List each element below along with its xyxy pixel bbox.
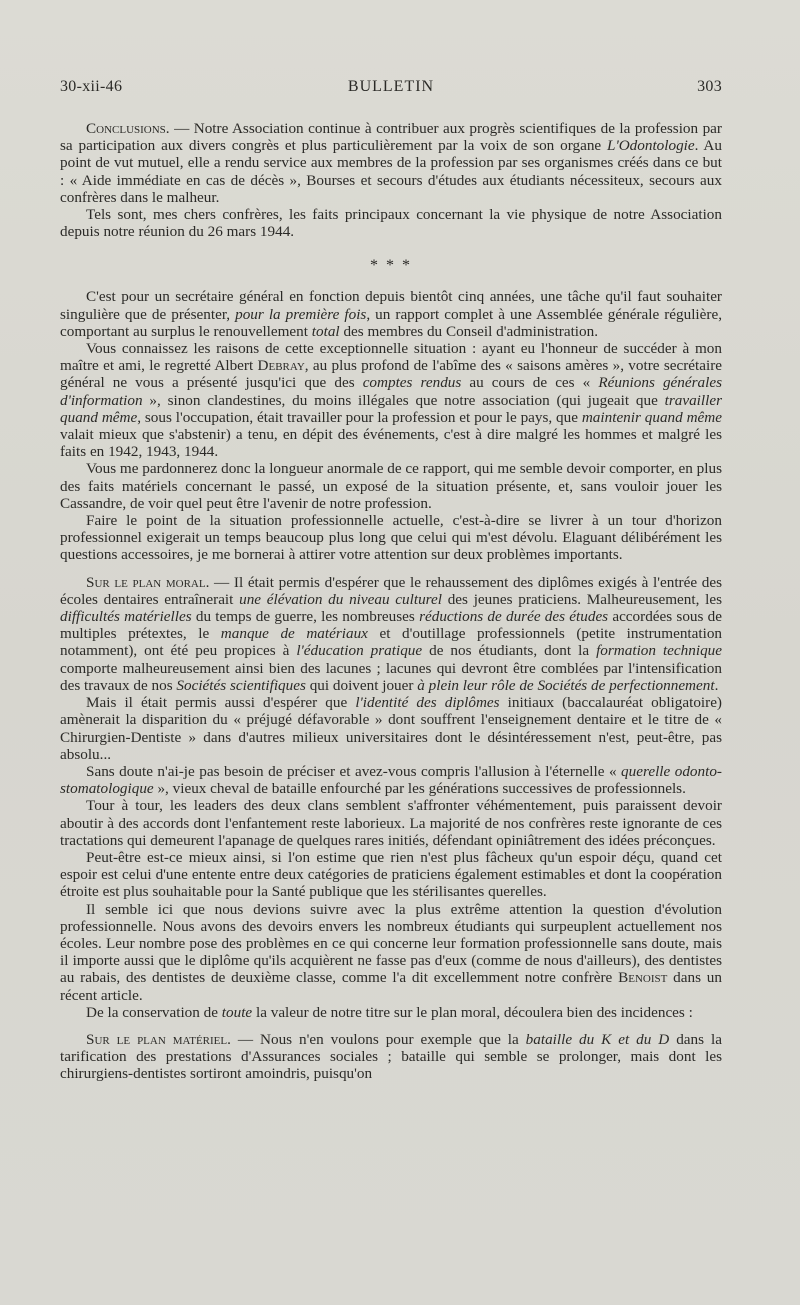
paragraph: C'est pour un secrétaire général en fonction depuis bientôt cinq années, une tâche qu'il faut souhaiter singulière que de présenter, pour la première fois, un rapport complet à une Assemblée générale régulière, comportant au surplus le renouvellement total des membres du Conseil d'administration. <box>60 288 722 340</box>
running-header <box>60 78 722 102</box>
paragraph: Peut-être est-ce mieux ainsi, si l'on estime que rien n'est plus fâcheux qu'un espoir déçu, quand cet espoir est celui d'une entente entre deux catégories de praticiens également estimables et dont la coopération étroite est plus souhaitable pour la Santé publique que les stérilisantes querelles. <box>60 848 722 901</box>
section-label: Conclusions. <box>86 120 170 137</box>
section-label: Sur le plan moral. <box>86 573 210 591</box>
person-name: Debray <box>257 357 305 375</box>
paragraph-plan-moral: Sur le plan moral. — Il était permis d'espérer que le rehaussement des diplômes exigés à l'entrée des écoles dentaires entraînerait une élévation du niveau culturel des jeunes praticiens. Malheureusement, les difficultés matérielles du temps de guerre, les nombreuses réductions de durée des études accordées sous de multiples prétextes, le manque de matériaux et d'outillage professionnels (petite instrumentation notamment), ont été peu propices à l'éducation pratique de nos étudiants, dont la formation technique comporte malheureusement ainsi bien des lacunes ; lacunes qui devront être comblées par l'intensification des travaux de nos Sociétés scientifiques qui doivent jouer à plein leur rôle de Sociétés de perfectionnement. <box>60 573 723 694</box>
person-name: Benoist <box>618 969 668 987</box>
paragraph: Mais il était permis aussi d'espérer que l'identité des diplômes initiaux (baccalauréat obligatoire) amènerait la disparition du « préjugé défavorable » dont souffrent l'enseignement dentaire et le titre de « Chirurgien-Dentiste » dans d'autres milieux universitaires dont le désintéressement n'est, peut-être, pas absolu... <box>60 694 722 763</box>
paragraph: Il semble ici que nous devions suivre avec la plus extrême attention la question d'évolution professionnelle. Nous avons des devoirs envers les nombreux étudiants qui surpeuplent actuellement nos écoles. Leur nombre pose des problèmes en ce qui concerne leur formation professionnelle sans doute, mais il importe aussi que le diplôme qu'ils acquièrent ne fasse pas d'eux (comme de nous d'ailleurs), des dentistes au rabais, des dentistes de deuxième classe, comme l'a dit excellemment notre confrère Benoist dans un récent article. <box>60 900 722 1004</box>
section-separator: * * * <box>370 257 412 275</box>
page-number: 303 <box>697 78 722 95</box>
paragraph: Vous me pardonnerez donc la longueur anormale de ce rapport, qui me semble devoir comporter, en plus des faits matériels concernant le passé, un exposé de la situation présente, et, sans vouloir jouer les Cassandre, de voir quel peut être l'avenir de notre profession. <box>60 460 722 512</box>
paragraph: De la conservation de toute la valeur de notre titre sur le plan moral, découlera bien des incidences : <box>86 1003 693 1021</box>
paragraph: Sans doute n'ai-je pas besoin de préciser et avez-vous compris l'allusion à l'éternelle « querelle odonto-stomatologique », vieux cheval de bataille enfourché par les générations successives de professionnels. <box>60 762 722 798</box>
header-title: BULLETIN <box>347 78 435 95</box>
paragraph-plan-materiel: Sur le plan matériel. — Nous n'en voulons pour exemple que la bataille du K et du D dans la tarification des prestations d'Assurances sociales ; bataille qui semble se prolonger, mais dont les chirurgiens-dentistes sortiront amoindris, puisqu'on <box>60 1030 722 1083</box>
journal-title: L'Odontologie <box>607 137 695 155</box>
article-body <box>60 120 722 1083</box>
paragraph: Tour à tour, les leaders des deux clans semblent s'affronter véhémentement, puis paraissent devoir aboutir à des accords dont l'enfantement reste laborieux. La majorité de nos confrères reste ignorante de ces tractations qui demeurent l'apanage de quelques rares initiés, défendant opiniâtrement des idées préconçues. <box>60 797 722 849</box>
paragraph: Vous connaissez les raisons de cette exceptionnelle situation : ayant eu l'honneur de succéder à mon maître et ami, le regretté Albert Debray, au plus profond de l'abîme des « saisons amères », votre secrétaire général ne vous a présenté jusqu'ici que des comptes rendus au cours de ces « Réunions générales d'information », sinon clandestines, du moins illégales que notre association (qui jugeait que travailler quand même, sous l'occupation, était travailler pour la profession et pour le pays, que maintenir quand même valait mieux que s'abstenir) a tenu, en dépit des événements, c'est à dire malgré les hommes et malgré les faits en 1942, 1943, 1944. <box>60 340 723 461</box>
section-label: Sur le plan matériel. <box>86 1030 231 1048</box>
header-date: 30-xii-46 <box>60 78 123 95</box>
paragraph: Faire le point de la situation professionnelle actuelle, c'est-à-dire se livrer à un tour d'horizon professionnel exigerait un temps beaucoup plus long que celui qui m'est dévolu. Elaguant délibérément les questions accessoires, je me bornerai à attirer votre attention sur deux problèmes importants. <box>60 512 722 564</box>
paragraph-conclusions: Conclusions. — Notre Association continue à contribuer aux progrès scientifiques de la profession par sa participation aux divers congrès et plus particulièrement par la voix de son organe L'Odontologie. Au point de vut mutuel, elle a rendu service aux membres de la profession par ses organismes créés dans ce but : « Aide immédiate en cas de décès », Bourses et secours d'études aux étudiants nécessiteux, secours aux confrères dans le malheur. <box>60 120 722 206</box>
paragraph: Tels sont, mes chers confrères, les faits principaux concernant la vie physique de notre Association depuis notre réunion du 26 mars 1944. <box>60 206 722 241</box>
